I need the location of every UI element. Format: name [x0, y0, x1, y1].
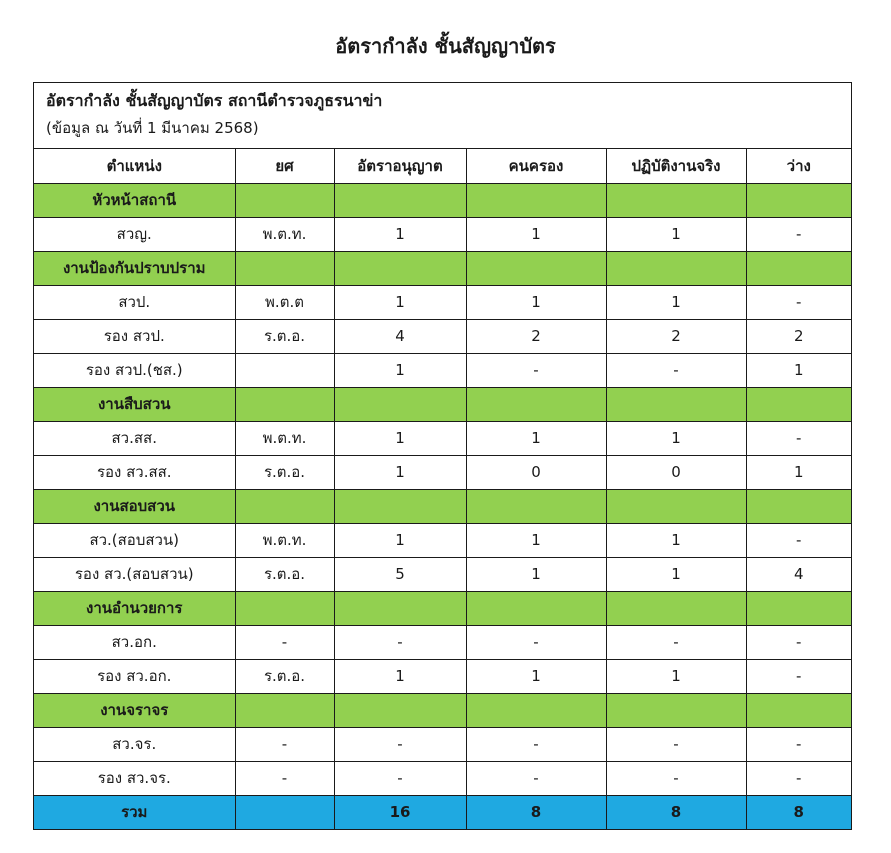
occupied-cell: - [466, 625, 606, 659]
authorized-cell: - [334, 761, 466, 795]
vacant-cell: 1 [746, 455, 851, 489]
section-cell [466, 693, 606, 727]
section-row [34, 387, 851, 421]
header-position: ตำแหน่ง [34, 149, 235, 183]
position-cell: รอง สว.อก. [34, 659, 235, 693]
section-cell [746, 387, 851, 421]
position-cell: สว.(สอบสวน) [34, 523, 235, 557]
table-row [34, 285, 851, 319]
authorized-cell: 4 [334, 319, 466, 353]
position-cell: สว.อก. [34, 625, 235, 659]
position-cell: สวป. [34, 285, 235, 319]
position-cell: รอง สว.จร. [34, 761, 235, 795]
occupied-cell: - [466, 761, 606, 795]
header-row [34, 149, 851, 183]
vacant-cell: - [746, 761, 851, 795]
authorized-cell: 1 [334, 217, 466, 251]
authorized-cell: 5 [334, 557, 466, 591]
caption-subtitle: (ข้อมูล ณ วันที่ 1 มีนาคม 2568) [46, 119, 259, 137]
total-row [34, 795, 851, 829]
section-cell [334, 387, 466, 421]
section-cell [235, 489, 334, 523]
occupied-cell: 0 [466, 455, 606, 489]
occupied-cell: 1 [466, 557, 606, 591]
table-row [34, 319, 851, 353]
working-cell: 0 [606, 455, 746, 489]
working-cell: 1 [606, 557, 746, 591]
position-cell: สว.จร. [34, 727, 235, 761]
section-name: งานป้องกันปราบปราม [34, 251, 235, 285]
section-cell [606, 251, 746, 285]
table-caption [34, 83, 851, 149]
header-vacant: ว่าง [746, 149, 851, 183]
section-row [34, 693, 851, 727]
rank-cell: พ.ต.ท. [235, 217, 334, 251]
section-cell [606, 693, 746, 727]
section-cell [606, 591, 746, 625]
vacant-cell: - [746, 727, 851, 761]
section-cell [235, 387, 334, 421]
section-name: งานสอบสวน [34, 489, 235, 523]
occupied-cell: 1 [466, 285, 606, 319]
total-vacant: 8 [746, 795, 851, 829]
section-cell [606, 489, 746, 523]
section-cell [235, 183, 334, 217]
header-rank: ยศ [235, 149, 334, 183]
rank-cell: - [235, 761, 334, 795]
table-row [34, 523, 851, 557]
section-row [34, 251, 851, 285]
page-title: อัตรากำลัง ชั้นสัญญาบัตร [335, 34, 556, 58]
rank-cell: พ.ต.ต [235, 285, 334, 319]
section-row [34, 489, 851, 523]
section-cell [746, 693, 851, 727]
position-cell: รอง สว.สส. [34, 455, 235, 489]
section-cell [746, 591, 851, 625]
section-cell [466, 251, 606, 285]
section-cell [466, 183, 606, 217]
table-row [34, 217, 851, 251]
working-cell: 1 [606, 217, 746, 251]
position-cell: รอง สวป.(ชส.) [34, 353, 235, 387]
section-name: งานจราจร [34, 693, 235, 727]
rank-cell: ร.ต.อ. [235, 659, 334, 693]
table-row [34, 353, 851, 387]
section-cell [334, 251, 466, 285]
authorized-cell: - [334, 727, 466, 761]
occupied-cell: 1 [466, 523, 606, 557]
position-cell: รอง สว.(สอบสวน) [34, 557, 235, 591]
authorized-cell: 1 [334, 285, 466, 319]
rank-cell: ร.ต.อ. [235, 455, 334, 489]
working-cell: 1 [606, 659, 746, 693]
vacant-cell: 4 [746, 557, 851, 591]
table-row [34, 659, 851, 693]
section-cell [746, 489, 851, 523]
vacant-cell: - [746, 217, 851, 251]
vacant-cell: 1 [746, 353, 851, 387]
rank-cell: ร.ต.อ. [235, 557, 334, 591]
occupied-cell: 2 [466, 319, 606, 353]
section-cell [235, 693, 334, 727]
authorized-cell: 1 [334, 421, 466, 455]
vacant-cell: - [746, 659, 851, 693]
section-cell [746, 251, 851, 285]
table-row [34, 421, 851, 455]
table-row [34, 625, 851, 659]
total-occupied: 8 [466, 795, 606, 829]
section-name: งานอำนวยการ [34, 591, 235, 625]
rank-cell: พ.ต.ท. [235, 523, 334, 557]
working-cell: - [606, 761, 746, 795]
authorized-cell: 1 [334, 523, 466, 557]
working-cell: 1 [606, 523, 746, 557]
section-row [34, 183, 851, 217]
position-cell: สว.สส. [34, 421, 235, 455]
working-cell: 1 [606, 285, 746, 319]
section-cell [334, 591, 466, 625]
section-cell [334, 489, 466, 523]
section-cell [746, 183, 851, 217]
rank-cell [235, 353, 334, 387]
total-working: 8 [606, 795, 746, 829]
header-occupied: คนครอง [466, 149, 606, 183]
rank-cell: พ.ต.ท. [235, 421, 334, 455]
table-row [34, 761, 851, 795]
section-cell [466, 591, 606, 625]
section-cell [235, 591, 334, 625]
rank-cell: - [235, 625, 334, 659]
working-cell: 2 [606, 319, 746, 353]
section-cell [334, 693, 466, 727]
vacant-cell: - [746, 285, 851, 319]
section-cell [466, 387, 606, 421]
occupied-cell: 1 [466, 421, 606, 455]
authorized-cell: - [334, 625, 466, 659]
total-label: รวม [34, 795, 235, 829]
occupied-cell: - [466, 353, 606, 387]
occupied-cell: 1 [466, 659, 606, 693]
total-authorized: 16 [334, 795, 466, 829]
staffing-table [34, 149, 851, 829]
occupied-cell: - [466, 727, 606, 761]
table-body [34, 183, 851, 829]
table-row [34, 727, 851, 761]
table-row [34, 557, 851, 591]
authorized-cell: 1 [334, 659, 466, 693]
rank-cell: ร.ต.อ. [235, 319, 334, 353]
working-cell: 1 [606, 421, 746, 455]
authorized-cell: 1 [334, 455, 466, 489]
staffing-table-container [33, 82, 852, 830]
vacant-cell: 2 [746, 319, 851, 353]
vacant-cell: - [746, 625, 851, 659]
section-name: งานสืบสวน [34, 387, 235, 421]
section-cell [606, 387, 746, 421]
rank-cell: - [235, 727, 334, 761]
section-cell [466, 489, 606, 523]
working-cell: - [606, 625, 746, 659]
occupied-cell: 1 [466, 217, 606, 251]
header-authorized: อัตราอนุญาต [334, 149, 466, 183]
total-rank-cell [235, 795, 334, 829]
section-cell [606, 183, 746, 217]
position-cell: สวญ. [34, 217, 235, 251]
section-row [34, 591, 851, 625]
working-cell: - [606, 353, 746, 387]
caption-title: อัตรากำลัง ชั้นสัญญาบัตร สถานีตำรวจภูธรนาข่า [46, 91, 383, 110]
section-cell [334, 183, 466, 217]
vacant-cell: - [746, 523, 851, 557]
header-working: ปฏิบัติงานจริง [606, 149, 746, 183]
working-cell: - [606, 727, 746, 761]
table-row [34, 455, 851, 489]
vacant-cell: - [746, 421, 851, 455]
section-cell [235, 251, 334, 285]
position-cell: รอง สวป. [34, 319, 235, 353]
section-name: หัวหน้าสถานี [34, 183, 235, 217]
authorized-cell: 1 [334, 353, 466, 387]
